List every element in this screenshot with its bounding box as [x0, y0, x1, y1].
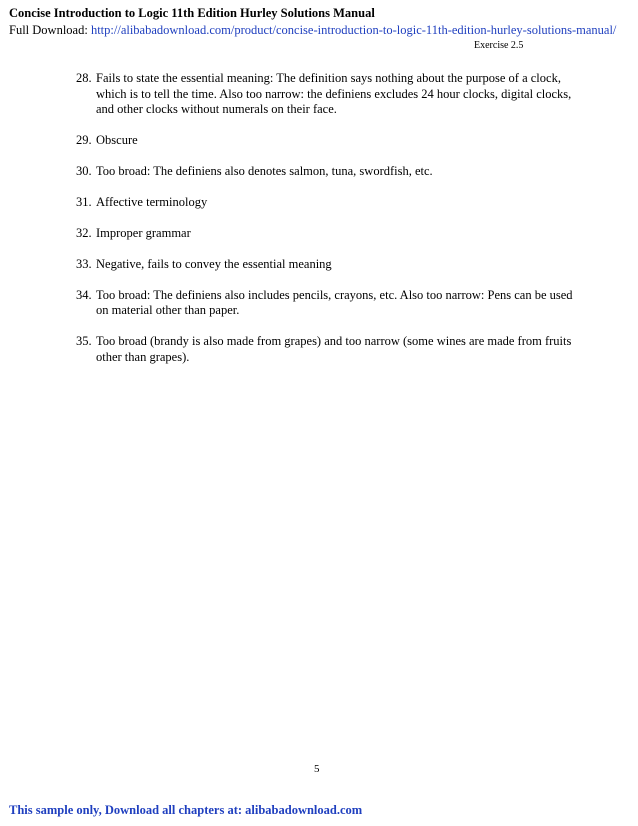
download-line: [9, 23, 616, 38]
download-link[interactable]: http://alibabadownload.com/product/concise-introduction-to-logic-11th-edition-hurley-solutions-manual/: [90, 23, 617, 37]
answer-list: [76, 71, 576, 381]
answer-text: Too broad: The definiens also includes pencils, crayons, etc. Also too narrow: Pens can be used on material other than paper.: [96, 287, 573, 318]
download-label: Full Download:: [9, 23, 91, 37]
answer-item: [76, 226, 576, 242]
answer-text: Improper grammar: [96, 225, 191, 240]
page-number: 5: [314, 763, 320, 775]
exercise-label: Exercise 2.5: [474, 40, 524, 51]
answer-number: 32.: [76, 225, 92, 240]
answer-item: [76, 71, 576, 118]
answer-item: [76, 164, 576, 180]
answer-item: [76, 195, 576, 211]
document-title: Concise Introduction to Logic 11th Edition Hurley Solutions Manual: [9, 6, 375, 20]
answer-text: Affective terminology: [96, 195, 208, 210]
answer-item: [76, 133, 576, 149]
answer-text: Too broad: The definiens also denotes salmon, tuna, swordfish, etc.: [96, 164, 433, 179]
answer-number: 34.: [76, 287, 92, 302]
answer-item: [76, 288, 576, 319]
answer-number: 28.: [76, 71, 92, 85]
answer-text: Fails to state the essential meaning: The definition says nothing about the purpose of a clock, which is to tell the time. Also too narrow: the definiens excludes 24 hour clocks, digital clocks, and other clocks without numerals on their face.: [96, 71, 572, 117]
answer-item: [76, 334, 576, 365]
answer-number: 35.: [76, 334, 92, 349]
answer-number: 30.: [76, 164, 92, 179]
answer-number: 29.: [76, 133, 92, 148]
download-notice[interactable]: This sample only, Download all chapters at: alibabadownload.com: [9, 803, 363, 817]
answer-number: 31.: [76, 195, 92, 210]
answer-item: [76, 257, 576, 273]
answer-number: 33.: [76, 256, 92, 271]
answer-text: Negative, fails to convey the essential meaning: [96, 256, 332, 271]
answer-text: Obscure: [96, 133, 138, 148]
answer-text: Too broad (brandy is also made from grapes) and too narrow (some wines are made from fruits other than grapes).: [96, 334, 572, 365]
